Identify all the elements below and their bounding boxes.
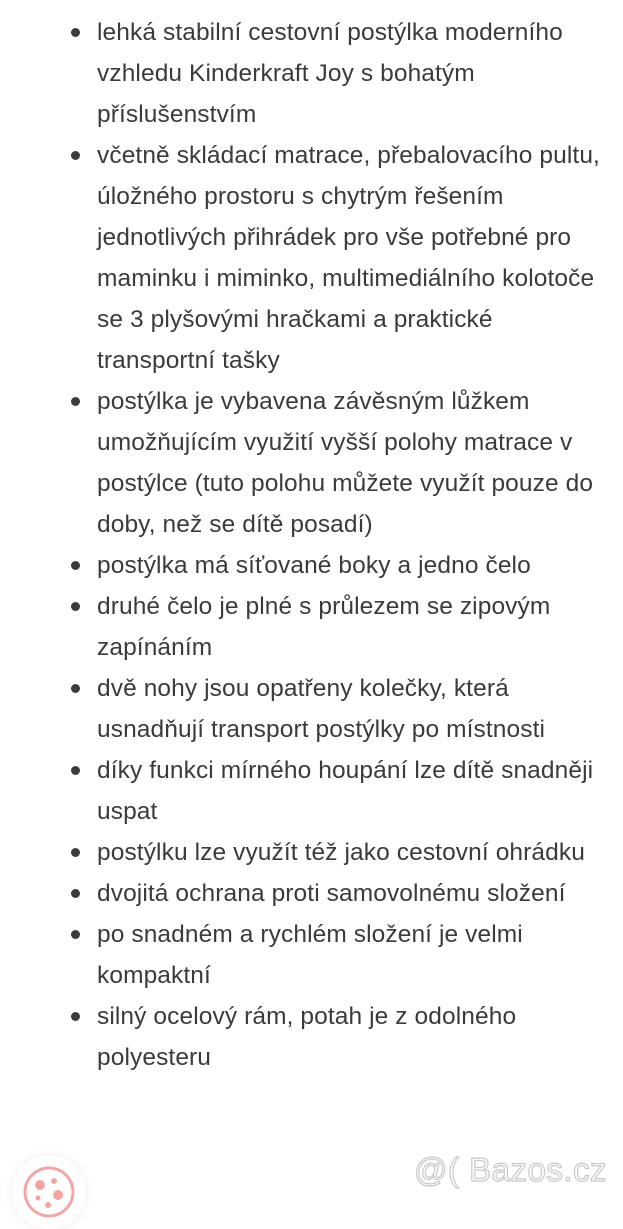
bazos-watermark: @( Bazos.cz: [413, 1151, 607, 1188]
list-item: [0, 873, 623, 914]
list-item: [0, 12, 623, 135]
cookie-icon: [21, 1164, 77, 1220]
bullet-icon: [71, 766, 80, 775]
list-item: [0, 914, 623, 996]
feature-text: postýlka je vybavena závěsným lůžkem umožňujícím využití vyšší polohy matrace v postýlce (tuto polohu můžete využít pouze do doby, než se dítě posadí): [97, 388, 594, 538]
feature-text: druhé čelo je plné s průlezem se zipovým zapínáním: [97, 593, 551, 661]
feature-text: postýlka má síťované boky a jedno čelo: [97, 552, 531, 579]
list-item: [0, 381, 623, 545]
bullet-icon: [71, 889, 80, 898]
bullet-icon: [71, 397, 80, 406]
feature-text: silný ocelový rám, potah je z odolného polyesteru: [97, 1003, 517, 1071]
bullet-icon: [71, 561, 80, 570]
list-item: [0, 668, 623, 750]
list-item: [0, 545, 623, 586]
bullet-icon: [71, 684, 80, 693]
list-item: [0, 996, 623, 1078]
bullet-icon: [71, 28, 80, 37]
feature-text: díky funkci mírného houpání lze dítě snadněji uspat: [97, 757, 594, 825]
bullet-icon: [71, 602, 80, 611]
feature-text: postýlku lze využít též jako cestovní ohrádku: [97, 839, 585, 866]
feature-text: včetně skládací matrace, přebalovacího pultu, úložného prostoru s chytrým řešením jednotlivých přihrádek pro vše potřebné pro maminku i miminko, multimediálního kolotoče se 3 plyšovými hračkami a praktické transportní tašky: [97, 142, 600, 374]
cookie-settings-button[interactable]: [12, 1155, 86, 1229]
bullet-icon: [71, 848, 80, 857]
list-item: [0, 135, 623, 381]
bullet-icon: [71, 151, 80, 160]
feature-text: po snadném a rychlém složení je velmi kompaktní: [97, 921, 523, 989]
feature-list: [0, 12, 623, 1078]
bullet-icon: [71, 1012, 80, 1021]
feature-text: dvě nohy jsou opatřeny kolečky, která usnadňují transport postýlky po místnosti: [97, 675, 546, 743]
list-item: [0, 832, 623, 873]
feature-text: dvojitá ochrana proti samovolnému složení: [97, 880, 566, 907]
list-item: [0, 586, 623, 668]
bullet-icon: [71, 930, 80, 939]
list-item: [0, 750, 623, 832]
feature-text: lehká stabilní cestovní postýlka moderního vzhledu Kinderkraft Joy s bohatým příslušenstvím: [97, 19, 563, 128]
